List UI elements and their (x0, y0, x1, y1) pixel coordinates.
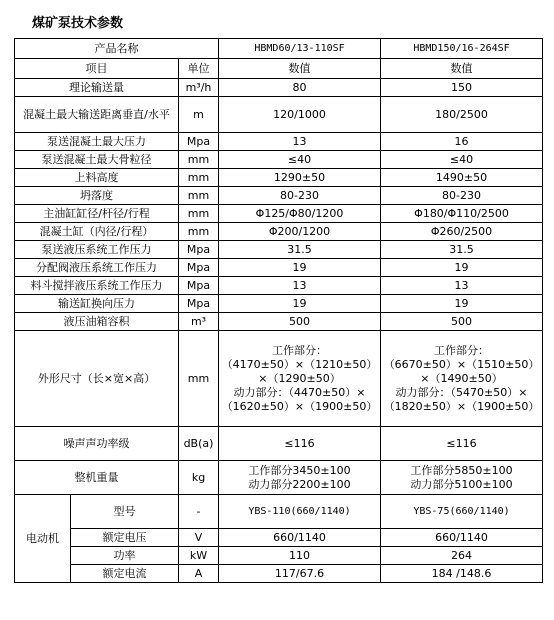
row-value-a: 500 (219, 313, 381, 331)
motor-unit: A (179, 565, 219, 583)
dimensions-a-line3: 动力部分：（4470±50）×（1620±50）×（1900±50） (221, 385, 378, 413)
row-value-b: 16 (381, 133, 543, 151)
motor-value-b: YBS-75(660/1140) (381, 495, 543, 529)
motor-value-b: 660/1140 (381, 529, 543, 547)
weight-item: 整机重量 (15, 461, 179, 495)
row-value-b: 500 (381, 313, 543, 331)
motor-value-a: 110 (219, 547, 381, 565)
row-unit: mm (179, 223, 219, 241)
row-value-b: Φ260/2500 (381, 223, 543, 241)
model-b: HBMD150/16-264SF (381, 39, 543, 59)
row-value-b: 31.5 (381, 241, 543, 259)
row-item: 泵送混凝土最大骨粒径 (15, 151, 179, 169)
row-unit: Mpa (179, 295, 219, 313)
table-row (15, 151, 543, 169)
row-value-b: 19 (381, 295, 543, 313)
row-value-a: 19 (219, 295, 381, 313)
dimensions-a-line1: 工作部分： (272, 343, 328, 357)
spec-table (14, 38, 543, 583)
dimensions-item: 外形尺寸（长×宽×高） (15, 331, 179, 427)
unit-label: 单位 (179, 59, 219, 79)
row-value-b: 180/2500 (381, 97, 543, 133)
table-row (15, 169, 543, 187)
row-value-a: 13 (219, 133, 381, 151)
dimensions-b-line1: 工作部分： (434, 343, 490, 357)
dimensions-value-a (219, 331, 381, 427)
noise-unit: dB(a) (179, 427, 219, 461)
table-row (15, 205, 543, 223)
motor-row (15, 547, 543, 565)
motor-value-a: 117/67.6 (219, 565, 381, 583)
weight-value-a (219, 461, 381, 495)
row-unit: m³/h (179, 79, 219, 97)
table-row (15, 223, 543, 241)
row-unit: Mpa (179, 241, 219, 259)
motor-row (15, 529, 543, 547)
row-unit: m (179, 97, 219, 133)
dimensions-b-line2: （6670±50）×（1510±50）×（1490±50） (383, 357, 540, 385)
noise-item: 噪声声功率级 (15, 427, 179, 461)
motor-group-label: 电动机 (15, 495, 71, 583)
row-value-a: ≤40 (219, 151, 381, 169)
row-unit: mm (179, 151, 219, 169)
row-value-a: 13 (219, 277, 381, 295)
row-value-a: 19 (219, 259, 381, 277)
weight-a-line2: 动力部分2200±100 (248, 477, 351, 491)
motor-value-a: YBS-110(660/1140) (219, 495, 381, 529)
row-item: 泵送液压系统工作压力 (15, 241, 179, 259)
row-item: 主油缸缸径/杆径/行程 (15, 205, 179, 223)
row-value-a: Φ200/1200 (219, 223, 381, 241)
row-unit: mm (179, 169, 219, 187)
row-unit: m³ (179, 313, 219, 331)
motor-item: 型号 (71, 495, 179, 529)
row-item: 分配阀液压系统工作压力 (15, 259, 179, 277)
row-item: 液压油箱容积 (15, 313, 179, 331)
dimensions-value-b (381, 331, 543, 427)
row-value-b: Φ180/Φ110/2500 (381, 205, 543, 223)
motor-value-b: 264 (381, 547, 543, 565)
product-name-label: 产品名称 (15, 39, 219, 59)
header-row-product (15, 39, 543, 59)
row-value-b: ≤40 (381, 151, 543, 169)
row-value-b: 150 (381, 79, 543, 97)
motor-row (15, 495, 543, 529)
dimensions-a-line2: （4170±50）×（1210±50）×（1290±50） (221, 357, 378, 385)
weight-row (15, 461, 543, 495)
table-row (15, 97, 543, 133)
motor-unit: V (179, 529, 219, 547)
motor-value-b: 184 /148.6 (381, 565, 543, 583)
motor-item: 功率 (71, 547, 179, 565)
row-unit: Mpa (179, 259, 219, 277)
row-item: 坍落度 (15, 187, 179, 205)
row-value-b: 13 (381, 277, 543, 295)
row-value-a: 120/1000 (219, 97, 381, 133)
row-value-a: 1290±50 (219, 169, 381, 187)
row-value-b: 80-230 (381, 187, 543, 205)
row-item: 混凝土缸（内径/行程） (15, 223, 179, 241)
page-title: 煤矿泵技术参数 (32, 16, 124, 31)
row-value-a: 31.5 (219, 241, 381, 259)
row-item: 上料高度 (15, 169, 179, 187)
dimensions-unit: mm (179, 331, 219, 427)
motor-row (15, 565, 543, 583)
table-row (15, 313, 543, 331)
weight-b-line2: 动力部分5100±100 (410, 477, 513, 491)
table-row (15, 277, 543, 295)
table-row (15, 79, 543, 97)
row-value-a: 80-230 (219, 187, 381, 205)
noise-row (15, 427, 543, 461)
dimensions-row (15, 331, 543, 427)
row-unit: Mpa (179, 133, 219, 151)
motor-item: 额定电流 (71, 565, 179, 583)
dimensions-b-line3: 动力部分：（5470±50）×（1820±50）×（1900±50） (383, 385, 540, 413)
noise-value-a: ≤116 (219, 427, 381, 461)
value-label-b: 数值 (381, 59, 543, 79)
item-label: 项目 (15, 59, 179, 79)
noise-value-b: ≤116 (381, 427, 543, 461)
row-item: 输送缸换向压力 (15, 295, 179, 313)
table-row (15, 187, 543, 205)
row-item: 混凝土最大输送距离垂直/水平 (15, 97, 179, 133)
motor-unit: - (179, 495, 219, 529)
weight-unit: kg (179, 461, 219, 495)
row-item: 料斗搅拌液压系统工作压力 (15, 277, 179, 295)
weight-value-b (381, 461, 543, 495)
row-unit: mm (179, 187, 219, 205)
row-value-b: 19 (381, 259, 543, 277)
row-value-b: 1490±50 (381, 169, 543, 187)
model-a: HBMD60/13-110SF (219, 39, 381, 59)
row-value-a: 80 (219, 79, 381, 97)
table-row (15, 295, 543, 313)
weight-a-line1: 工作部分3450±100 (248, 463, 351, 477)
table-row (15, 133, 543, 151)
row-item: 泵送混凝土最大压力 (15, 133, 179, 151)
row-unit: mm (179, 205, 219, 223)
row-unit: Mpa (179, 277, 219, 295)
value-label-a: 数值 (219, 59, 381, 79)
row-value-a: Φ125/Φ80/1200 (219, 205, 381, 223)
table-row (15, 241, 543, 259)
motor-item: 额定电压 (71, 529, 179, 547)
row-item: 理论输送量 (15, 79, 179, 97)
motor-value-a: 660/1140 (219, 529, 381, 547)
motor-unit: kW (179, 547, 219, 565)
header-row-columns (15, 59, 543, 79)
table-row (15, 259, 543, 277)
weight-b-line1: 工作部分5850±100 (410, 463, 513, 477)
